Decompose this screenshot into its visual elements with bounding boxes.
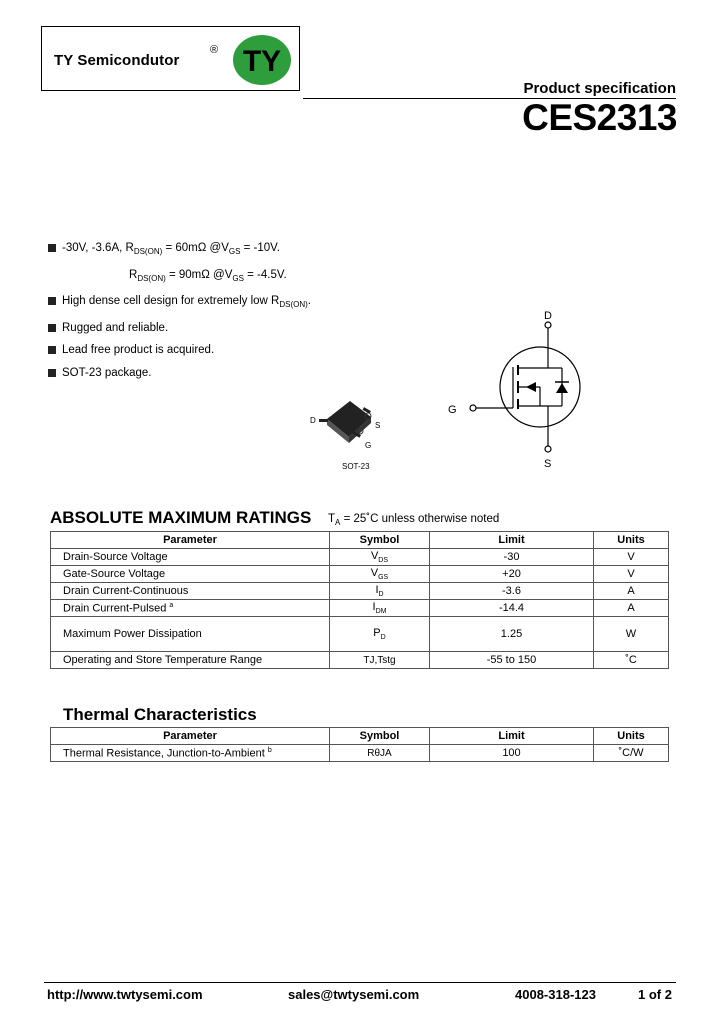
feature-item: Rugged and reliable. — [48, 317, 311, 340]
page-number: 1 of 2 — [638, 987, 672, 1002]
header-parameter: Parameter — [51, 532, 330, 549]
table-row: Drain Current-Continuous $I_D$ -3.6 A — [51, 583, 669, 600]
part-number: CES2313 — [522, 97, 677, 138]
drain-label: D — [544, 310, 552, 322]
bullet-icon — [48, 346, 56, 354]
table-row: Maximum Power Dissipation $P_D$ 1.25 W — [51, 617, 669, 652]
thermal-table — [50, 727, 669, 762]
header-limit: Limit — [430, 532, 594, 549]
table-row: Thermal Resistance, Junction-to-Ambient $^b$ RθJA 100 ˚C/W — [51, 745, 669, 762]
feature-list — [48, 237, 311, 384]
header-units: Units — [594, 532, 669, 549]
table-row: Drain-Source Voltage $V_{DS}$ -30 V — [51, 549, 669, 566]
footer-phone: 4008-318-123 — [515, 987, 596, 1002]
svg-text:S: S — [375, 421, 381, 430]
header-symbol: Symbol — [330, 532, 430, 549]
footer-website-link[interactable]: http://www.twtysemi.com — [47, 987, 203, 1002]
registered-mark: ® — [210, 44, 219, 56]
feature-item-continued: $R_{DS(ON)} = 90m\Omega$ $@V_{GS} = -4.5V$. — [129, 268, 287, 283]
mosfet-schematic-icon — [440, 305, 600, 480]
source-label: S — [544, 458, 552, 470]
table-header-row — [51, 728, 669, 745]
bullet-icon — [48, 297, 56, 305]
doc-type: Product specification — [523, 80, 676, 97]
logo-letters: TY — [242, 45, 282, 78]
table-row: Drain Current-Pulsed $^a$ $I_{DM}$ -14.4 A — [51, 600, 669, 617]
table-row: Operating and Store Temperature Range TJ,Tstg -55 to 150 ˚C — [51, 652, 669, 669]
thermal-title: Thermal Characteristics — [63, 705, 257, 724]
footer-divider — [44, 982, 676, 983]
gate-label: G — [448, 404, 457, 416]
footer-email-link[interactable]: sales@twtysemi.com — [288, 987, 420, 1002]
abs-max-title: ABSOLUTE MAXIMUM RATINGS — [50, 508, 312, 527]
sot23-package-icon — [305, 393, 395, 460]
table-header-row — [51, 532, 669, 549]
abs-max-table — [50, 531, 669, 669]
feature-item: High dense cell design for extremely low $R_{DS(ON)}$. — [48, 290, 311, 317]
bullet-icon — [48, 369, 56, 377]
feature-item: Lead free product is acquired. — [48, 339, 311, 362]
header-limit: Limit — [430, 728, 594, 745]
feature-item: SOT-23 package. — [48, 362, 311, 385]
table-row: Gate-Source Voltage $V_{GS}$ +20 V — [51, 566, 669, 583]
svg-text:D: D — [310, 416, 316, 425]
bullet-icon — [48, 244, 56, 252]
header-parameter: Parameter — [51, 728, 330, 745]
ty-logo-icon — [231, 33, 293, 92]
package-label: SOT-23 — [342, 462, 370, 471]
header-symbol: Symbol — [330, 728, 430, 745]
bullet-icon — [48, 324, 56, 332]
abs-max-note: $T_A$ = 25˚C unless otherwise noted — [328, 513, 500, 527]
svg-text:G: G — [365, 441, 372, 450]
company-name: TY Semicondutor — [54, 52, 180, 69]
feature-item: -30V, -3.6A, $R_{DS(ON)} = 60m\Omega$ $@V_{GS} = -10V$. — [48, 237, 311, 264]
header-units: Units — [594, 728, 669, 745]
